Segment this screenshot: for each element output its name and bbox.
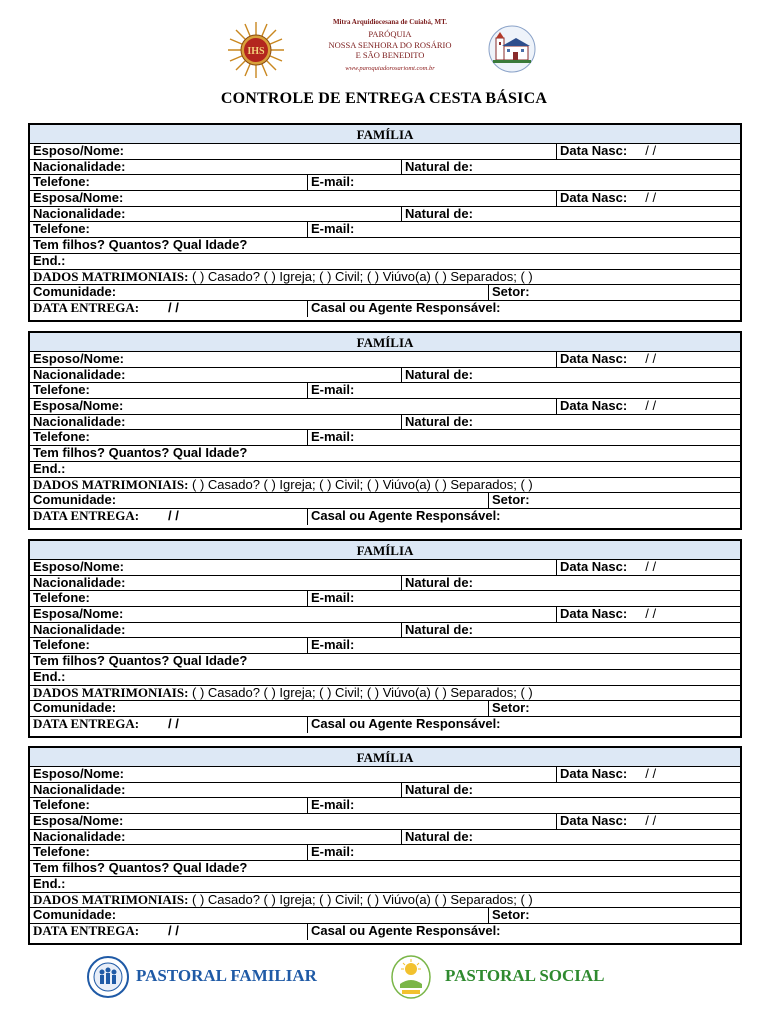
husband-name-field[interactable]: Esposo/Nome: — [33, 352, 125, 366]
delivery-row — [30, 509, 740, 525]
husband-contact-row — [30, 175, 740, 191]
wife-nationality-field[interactable]: Nacionalidade: — [33, 829, 126, 844]
wife-birthdate-field[interactable]: Data Nasc: / / — [556, 399, 740, 414]
family-form-2 — [28, 331, 742, 530]
children-row — [30, 861, 740, 877]
husband-contact-row — [30, 591, 740, 607]
community-field[interactable]: Comunidade: — [33, 908, 117, 923]
husband-birthdate-field[interactable]: Data Nasc: / / — [556, 352, 740, 367]
wife-birthdate-field[interactable]: Data Nasc: / / — [556, 607, 740, 622]
husband-row — [30, 144, 740, 160]
wife-natural-field[interactable]: Natural de: — [401, 415, 740, 430]
husband-nationality-row — [30, 160, 740, 176]
husband-nationality-field[interactable]: Nacionalidade: — [33, 575, 126, 590]
wife-email-field[interactable]: E-mail: — [307, 638, 740, 653]
husband-natural-field[interactable]: Natural de: — [401, 576, 740, 591]
wife-nationality-field[interactable]: Nacionalidade: — [33, 622, 126, 637]
community-field[interactable]: Comunidade: — [33, 493, 117, 508]
church-illustration-icon — [487, 24, 537, 74]
parish-website: www.paroquiadorosariomt.com.br — [345, 64, 435, 72]
husband-email-field[interactable]: E-mail: — [307, 591, 740, 606]
delivery-row — [30, 924, 740, 940]
delivery-date-field[interactable]: DATA ENTREGA: / / — [33, 300, 179, 315]
husband-birthdate-field[interactable]: Data Nasc: / / — [556, 767, 740, 782]
responsible-field[interactable]: Casal ou Agente Responsável: — [307, 509, 740, 525]
pastoral-familiar-label: PASTORAL FAMILIAR — [136, 966, 317, 985]
family-heading: FAMÍLIA — [30, 125, 740, 144]
wife-email-field[interactable]: E-mail: — [307, 222, 740, 237]
wife-nationality-field[interactable]: Nacionalidade: — [33, 206, 126, 221]
husband-row — [30, 352, 740, 368]
marital-status-field[interactable]: DADOS MATRIMONIAIS: ( ) Casado? ( ) Igreja; ( ) Civil; ( ) Viúvo(a) ( ) Separados; ( ) — [33, 269, 533, 284]
husband-name-field[interactable]: Esposo/Nome: — [33, 560, 125, 574]
sector-field[interactable]: Setor: — [488, 908, 740, 923]
wife-name-field[interactable]: Esposa/Nome: — [33, 191, 124, 206]
husband-nationality-row — [30, 576, 740, 592]
husband-contact-row — [30, 798, 740, 814]
archdiocese-line: Mitra Arquidiocesana de Cuiabá, MT. — [332, 18, 448, 26]
parish-line-1: PARÓQUIA — [368, 29, 412, 40]
wife-nationality-field[interactable]: Nacionalidade: — [33, 414, 126, 429]
wife-natural-field[interactable]: Natural de: — [401, 207, 740, 222]
wife-nationality-row — [30, 415, 740, 431]
parish-line-2: NOSSA SENHORA DO ROSÁRIO — [328, 39, 452, 50]
community-row — [30, 493, 740, 509]
wife-name-field[interactable]: Esposa/Nome: — [33, 607, 124, 622]
family-heading: FAMÍLIA — [30, 748, 740, 767]
husband-birthdate-field[interactable]: Data Nasc: / / — [556, 560, 740, 575]
children-field[interactable]: Tem filhos? Quantos? Qual Idade? — [33, 654, 248, 669]
wife-contact-row — [30, 845, 740, 861]
address-row — [30, 254, 740, 270]
wife-phone-field[interactable]: Telefone: — [33, 638, 90, 653]
wife-name-field[interactable]: Esposa/Nome: — [33, 399, 124, 414]
husband-phone-field[interactable]: Telefone: — [33, 383, 90, 398]
wife-contact-row — [30, 430, 740, 446]
family-form-4 — [28, 746, 742, 945]
husband-phone-field[interactable]: Telefone: — [33, 798, 90, 813]
children-field[interactable]: Tem filhos? Quantos? Qual Idade? — [33, 238, 248, 253]
address-field[interactable]: End.: — [33, 461, 66, 476]
wife-contact-row — [30, 638, 740, 654]
wife-natural-field[interactable]: Natural de: — [401, 623, 740, 638]
husband-row — [30, 560, 740, 576]
children-row — [30, 446, 740, 462]
delivery-date-field[interactable]: DATA ENTREGA: / / — [33, 923, 179, 938]
wife-row — [30, 399, 740, 415]
marital-row — [30, 478, 740, 494]
community-row — [30, 908, 740, 924]
husband-nationality-field[interactable]: Nacionalidade: — [33, 159, 126, 174]
wife-row — [30, 814, 740, 830]
wife-phone-field[interactable]: Telefone: — [33, 430, 90, 445]
pastoral-social-label: PASTORAL SOCIAL — [445, 966, 605, 985]
address-field[interactable]: End.: — [33, 876, 66, 891]
husband-phone-field[interactable]: Telefone: — [33, 591, 90, 606]
husband-contact-row — [30, 383, 740, 399]
husband-birthdate-field[interactable]: Data Nasc: / / — [556, 144, 740, 159]
husband-email-field[interactable]: E-mail: — [307, 175, 740, 190]
marital-row — [30, 686, 740, 702]
husband-nationality-row — [30, 368, 740, 384]
document-title: CONTROLE DE ENTREGA CESTA BÁSICA — [220, 90, 548, 107]
sector-field[interactable]: Setor: — [488, 493, 740, 508]
marital-status-field[interactable]: DADOS MATRIMONIAIS: ( ) Casado? ( ) Igreja; ( ) Civil; ( ) Viúvo(a) ( ) Separados; ( ) — [33, 477, 533, 492]
address-row — [30, 670, 740, 686]
husband-nationality-field[interactable]: Nacionalidade: — [33, 782, 126, 797]
wife-phone-field[interactable]: Telefone: — [33, 222, 90, 237]
community-row — [30, 285, 740, 301]
address-field[interactable]: End.: — [33, 669, 66, 684]
wife-name-field[interactable]: Esposa/Nome: — [33, 814, 124, 829]
children-field[interactable]: Tem filhos? Quantos? Qual Idade? — [33, 861, 248, 876]
pastoral-social-logo-icon — [390, 954, 432, 1000]
responsible-field[interactable]: Casal ou Agente Responsável: — [307, 301, 740, 317]
delivery-row — [30, 301, 740, 317]
wife-phone-field[interactable]: Telefone: — [33, 845, 90, 860]
husband-phone-field[interactable]: Telefone: — [33, 175, 90, 190]
husband-natural-field[interactable]: Natural de: — [401, 783, 740, 798]
wife-row — [30, 191, 740, 207]
family-heading: FAMÍLIA — [30, 541, 740, 560]
sector-field[interactable]: Setor: — [488, 701, 740, 716]
marital-row — [30, 270, 740, 286]
wife-nationality-row — [30, 830, 740, 846]
family-form-1 — [28, 123, 742, 322]
responsible-field[interactable]: Casal ou Agente Responsável: — [307, 717, 740, 733]
wife-natural-field[interactable]: Natural de: — [401, 830, 740, 845]
delivery-date-field[interactable]: DATA ENTREGA: / / — [33, 508, 179, 523]
address-row — [30, 462, 740, 478]
family-heading: FAMÍLIA — [30, 333, 740, 352]
delivery-date-field[interactable]: DATA ENTREGA: / / — [33, 716, 179, 731]
community-field[interactable]: Comunidade: — [33, 701, 117, 716]
husband-email-field[interactable]: E-mail: — [307, 798, 740, 813]
husband-name-field[interactable]: Esposo/Nome: — [33, 144, 125, 158]
sector-field[interactable]: Setor: — [488, 285, 740, 300]
husband-natural-field[interactable]: Natural de: — [401, 160, 740, 175]
marital-status-field[interactable]: DADOS MATRIMONIAIS: ( ) Casado? ( ) Igreja; ( ) Civil; ( ) Viúvo(a) ( ) Separados; ( ) — [33, 685, 533, 700]
parish-line-3: E SÃO BENEDITO — [355, 49, 425, 60]
children-field[interactable]: Tem filhos? Quantos? Qual Idade? — [33, 446, 248, 461]
address-row — [30, 877, 740, 893]
husband-nationality-field[interactable]: Nacionalidade: — [33, 367, 126, 382]
husband-natural-field[interactable]: Natural de: — [401, 368, 740, 383]
wife-nationality-row — [30, 623, 740, 639]
address-field[interactable]: End.: — [33, 253, 66, 268]
pastoral-familiar-logo-icon — [86, 955, 130, 999]
wife-email-field[interactable]: E-mail: — [307, 430, 740, 445]
community-field[interactable]: Comunidade: — [33, 285, 117, 300]
marital-row — [30, 893, 740, 909]
husband-email-field[interactable]: E-mail: — [307, 383, 740, 398]
wife-email-field[interactable]: E-mail: — [307, 845, 740, 860]
wife-birthdate-field[interactable]: Data Nasc: / / — [556, 814, 740, 829]
husband-nationality-row — [30, 783, 740, 799]
husband-name-field[interactable]: Esposo/Nome: — [33, 767, 125, 781]
family-form-3 — [28, 539, 742, 738]
ihs-sun-emblem-icon — [222, 20, 290, 80]
husband-row — [30, 767, 740, 783]
delivery-row — [30, 717, 740, 733]
wife-birthdate-field[interactable]: Data Nasc: / / — [556, 191, 740, 206]
svg-text:IHS: IHS — [247, 46, 265, 57]
responsible-field[interactable]: Casal ou Agente Responsável: — [307, 924, 740, 940]
parish-header-text — [300, 18, 480, 73]
wife-contact-row — [30, 222, 740, 238]
community-row — [30, 701, 740, 717]
wife-row — [30, 607, 740, 623]
children-row — [30, 654, 740, 670]
children-row — [30, 238, 740, 254]
letterhead — [0, 0, 768, 86]
wife-nationality-row — [30, 207, 740, 223]
marital-status-field[interactable]: DADOS MATRIMONIAIS: ( ) Casado? ( ) Igreja; ( ) Civil; ( ) Viúvo(a) ( ) Separados; ( ) — [33, 892, 533, 907]
